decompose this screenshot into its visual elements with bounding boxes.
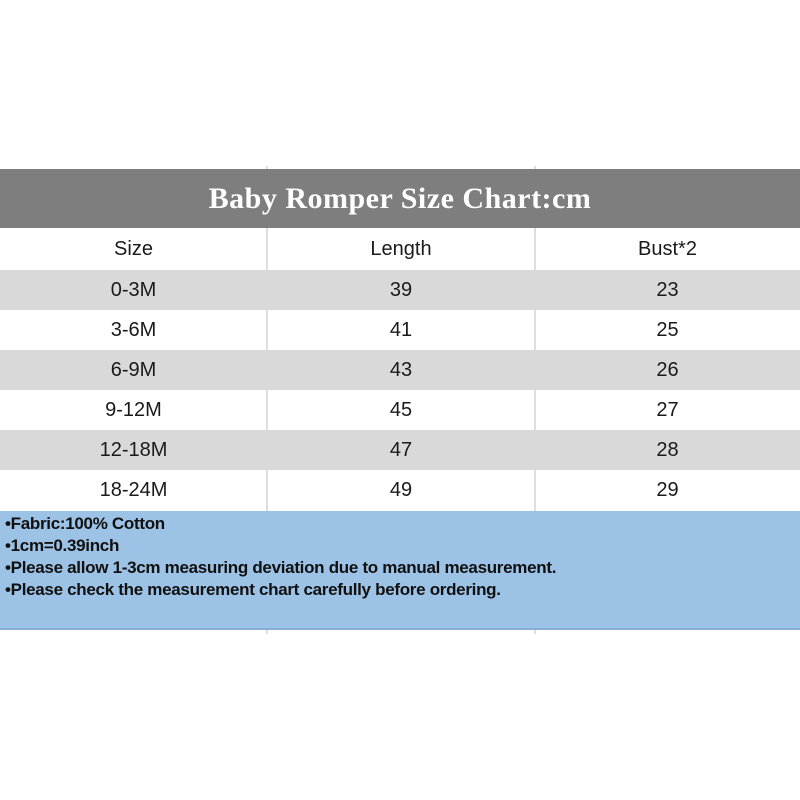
cell-size: 3-6M [110, 318, 157, 341]
column-header-size: Size [114, 237, 153, 260]
cell-size: 18-24M [99, 478, 168, 501]
table-row [0, 390, 800, 430]
size-table [0, 228, 800, 510]
cell-length: 39 [389, 278, 413, 301]
table-row [0, 350, 800, 390]
chart-title: Baby Romper Size Chart:cm [208, 181, 592, 215]
cell-length: 47 [389, 438, 413, 461]
note-fabric: •Fabric:100% Cotton [5, 514, 165, 533]
chart-title-banner [0, 169, 800, 228]
cell-size: 0-3M [110, 278, 157, 301]
cell-bust: 25 [656, 318, 679, 341]
table-header-row [0, 228, 800, 270]
note-deviation: •Please allow 1-3cm measuring deviation due to manual measurement. [5, 558, 557, 577]
table-row [0, 270, 800, 310]
cell-bust: 29 [656, 478, 679, 501]
table-row [0, 310, 800, 350]
cell-bust: 26 [656, 358, 679, 381]
cell-length: 43 [389, 358, 413, 381]
cell-size: 12-18M [99, 438, 168, 461]
cell-size: 6-9M [110, 358, 157, 381]
table-row [0, 430, 800, 470]
cell-bust: 23 [656, 278, 679, 301]
cell-bust: 27 [656, 398, 679, 421]
column-header-length: Length [370, 237, 432, 260]
note-conversion: •1cm=0.39inch [5, 536, 120, 555]
cell-size: 9-12M [105, 398, 162, 421]
table-row [0, 470, 800, 510]
cell-bust: 28 [656, 438, 679, 461]
cell-length: 41 [389, 318, 413, 341]
cell-length: 49 [389, 478, 413, 501]
note-check-chart: •Please check the measurement chart carefully before ordering. [5, 580, 501, 599]
column-header-bust: Bust*2 [638, 237, 697, 260]
cell-length: 45 [389, 398, 413, 421]
notes-panel [0, 511, 800, 630]
